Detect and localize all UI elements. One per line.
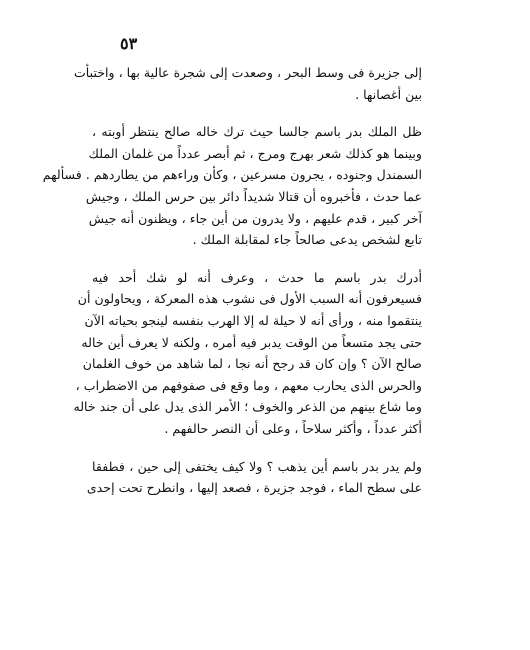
text-line: والحرس الذى يحارب معهم ، وما وقع فى صفوفهم من الاضطراب ، [75, 377, 422, 393]
text-line: تابع لشخص يدعى صالحاً جاء لمقابلة الملك . [192, 232, 422, 248]
text-line: وما شاع بينهم من الذعر والخوف ؛ الأمر الذى يدل على أن جند خاله [73, 399, 422, 415]
text-line: ولم يدر بدر باسم أين يذهب ؟ ولا كيف يختفى إلى حين ، فطفقا [92, 458, 422, 474]
text-line: ينتقموا منه ، ورأى أنه لا حيلة له إلا الهرب بنفسه لينجو بحياته الآن [84, 312, 422, 328]
text-line: ظل الملك بدر باسم جالسا حيث ترك خاله صالح ينتظر أوبته ، [92, 124, 422, 140]
paragraph [73, 62, 422, 105]
paragraph [86, 456, 422, 499]
text-line: بين أغصانها . [355, 86, 422, 102]
text-line: حتى يجد متسعاً من الوقت يدبر فيه أمره ، ولكنه لا يعرف أين خاله [81, 334, 422, 350]
page-number: ٥٣ [120, 34, 138, 53]
text-line: عما حدث ، فأخبروه أن قتالا شديداً دائر بين حرس الملك ، وجيش [85, 188, 422, 204]
text-line: السمندل وجنوده ، يجرون مسرعين ، وكأن وراءهم من يطاردهم . فسألهم [42, 167, 422, 183]
text-line: أدرك بدر باسم ما حدث ، وعرف أنه لو شك أحد فيه [92, 269, 422, 285]
text-line: على سطح الماء ، فوجد جزيرة ، فصعد إليها ، وانطرح تحت إحدى [86, 480, 422, 496]
text-line: وبينما هو كذلك شعر بهرج ومرج ، ثم أبصر عدداً من غلمان الملك [88, 145, 422, 161]
text-line: آخر كبير ، قدم عليهم ، ولا يدرون من أين جاء ، ويظنون أنه جيش [88, 210, 422, 226]
text-line: إلى جزيرة فى وسط البحر ، وصعدت إلى شجرة عالية بها ، واختبأت [73, 65, 422, 80]
text-line: فسيعرفون أنه السبب الأول فى نشوب هذه المعركة ، ويحاولون أن [77, 291, 422, 307]
paragraph [42, 121, 422, 251]
paragraph [73, 267, 422, 440]
text-line: صالح الآن ؟ وإن كان قد رجح أنه نجا ، لما شاهد من خوف الغلمان [82, 356, 422, 372]
body-text [42, 62, 422, 515]
text-line: أكثر عدداً ، وأكثر سلاحاً ، وعلى أن النصر حالفهم . [164, 420, 422, 436]
